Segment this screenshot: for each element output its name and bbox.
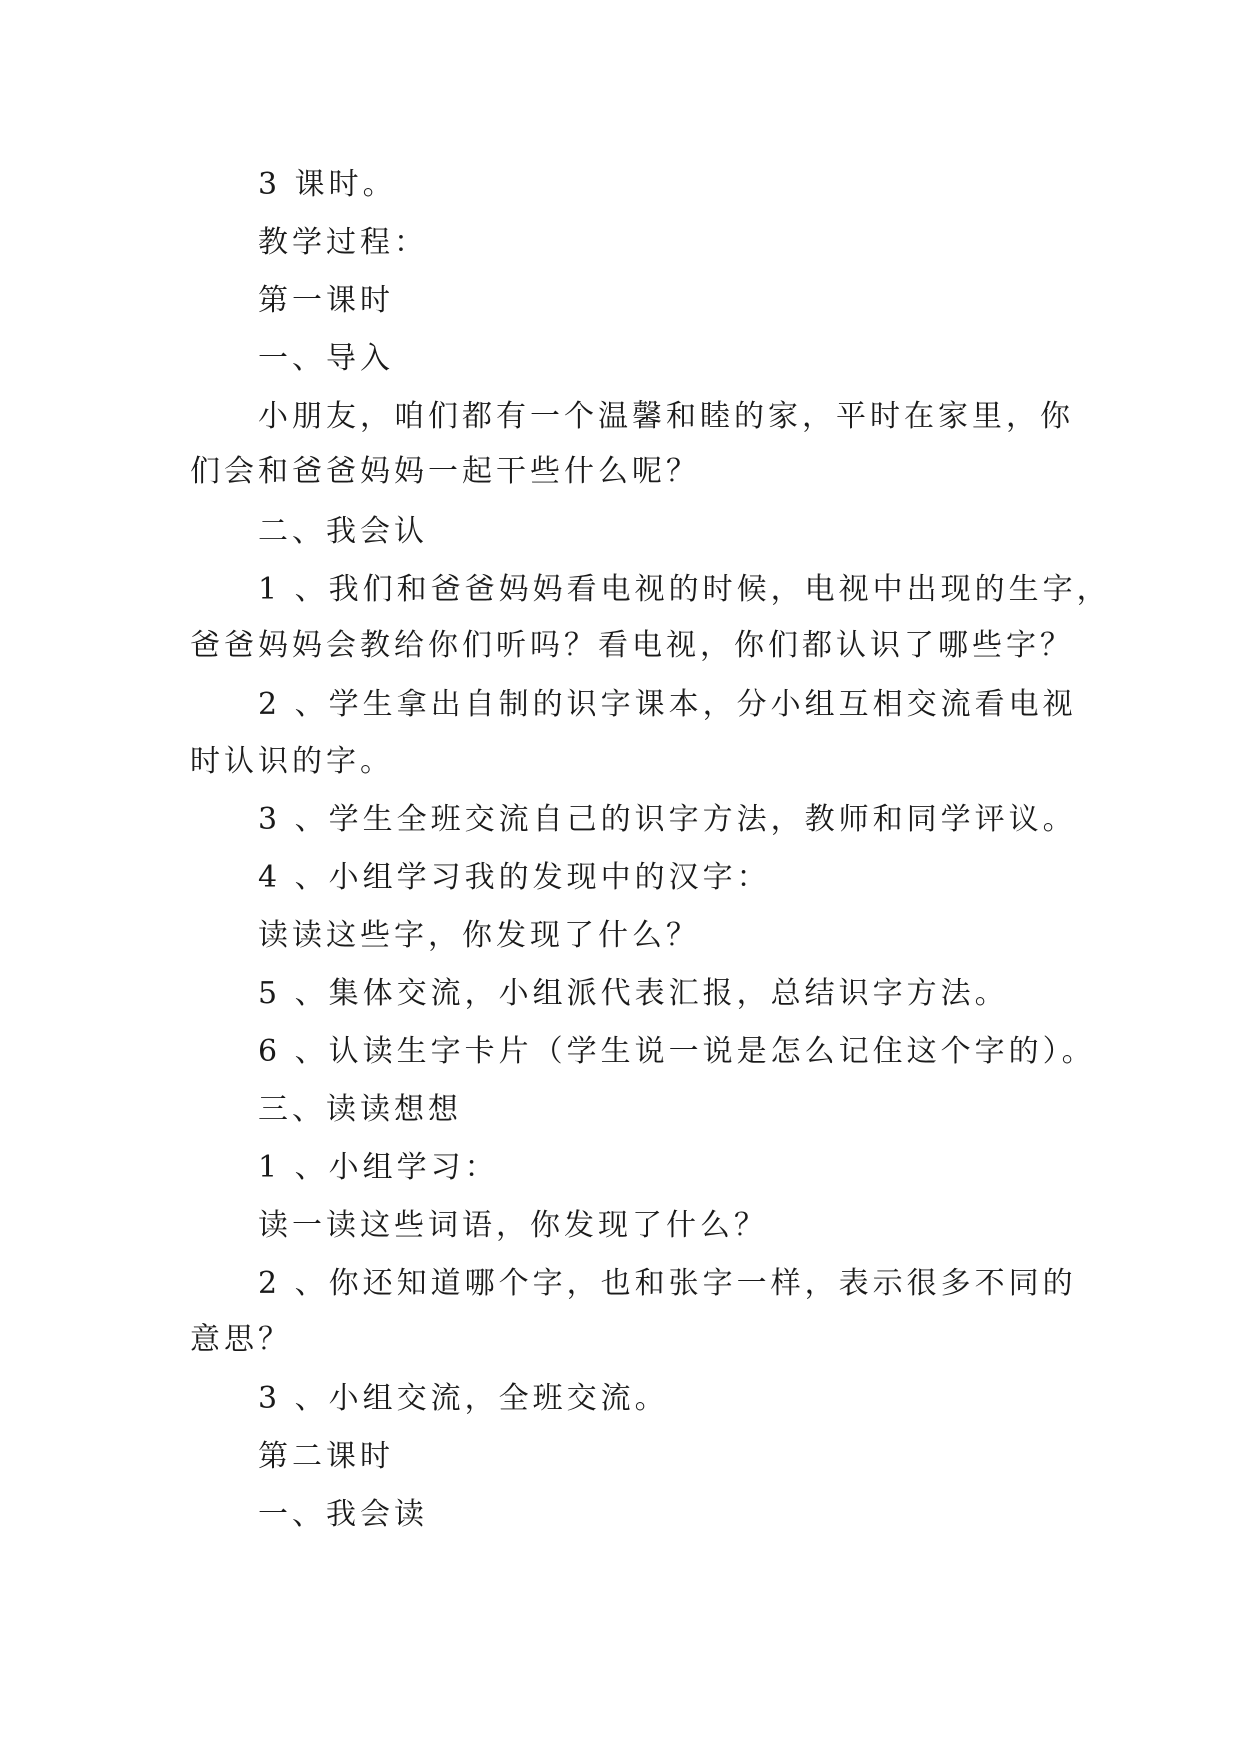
paragraph-line: 1 、我们和爸爸妈妈看电视的时候，电视中出现的生字， (258, 572, 1111, 607)
paragraph-line: 时认识的字。 (190, 744, 394, 779)
paragraph-line: 读读这些字，你发现了什么？ (258, 918, 700, 953)
paragraph-line: 爸爸妈妈会教给你们听吗？看电视，你们都认识了哪些字？ (190, 628, 1074, 663)
paragraph-line: 2 、你还知道哪个字，也和张字一样，表示很多不同的 (258, 1266, 1077, 1301)
heading-second-lesson: 第二课时 (258, 1439, 394, 1474)
paragraph-line: 们会和爸爸妈妈一起干些什么呢？ (190, 454, 700, 489)
paragraph-line: 4 、小组学习我的发现中的汉字： (258, 860, 771, 895)
paragraph-line: 6 、认读生字卡片（学生说一说是怎么记住这个字的）。 (258, 1034, 1096, 1069)
paragraph-line: 5 、集体交流，小组派代表汇报，总结识字方法。 (258, 976, 1009, 1011)
heading-first-lesson: 第一课时 (258, 283, 394, 318)
section-heading-intro: 一、导入 (258, 341, 394, 376)
paragraph-line: 读一读这些词语，你发现了什么？ (258, 1208, 768, 1243)
paragraph-line: 意思？ (190, 1322, 292, 1357)
section-heading-read-think: 三、读读想想 (258, 1092, 462, 1127)
paragraph-line: 2 、学生拿出自制的识字课本，分小组互相交流看电视 (258, 687, 1077, 722)
section-heading-can-read: 一、我会读 (258, 1497, 428, 1532)
paragraph-line: 1 、小组学习： (258, 1150, 499, 1185)
paragraph-line: 3 、小组交流，全班交流。 (258, 1381, 669, 1416)
paragraph-line: 小朋友，咱们都有一个温馨和睦的家，平时在家里，你 (258, 399, 1074, 434)
paragraph-lesson-count: 3 课时。 (258, 167, 397, 202)
section-heading-recognize: 二、我会认 (258, 514, 428, 549)
paragraph-line: 3 、学生全班交流自己的识字方法，教师和同学评议。 (258, 802, 1077, 837)
heading-teaching-process: 教学过程： (258, 225, 428, 260)
